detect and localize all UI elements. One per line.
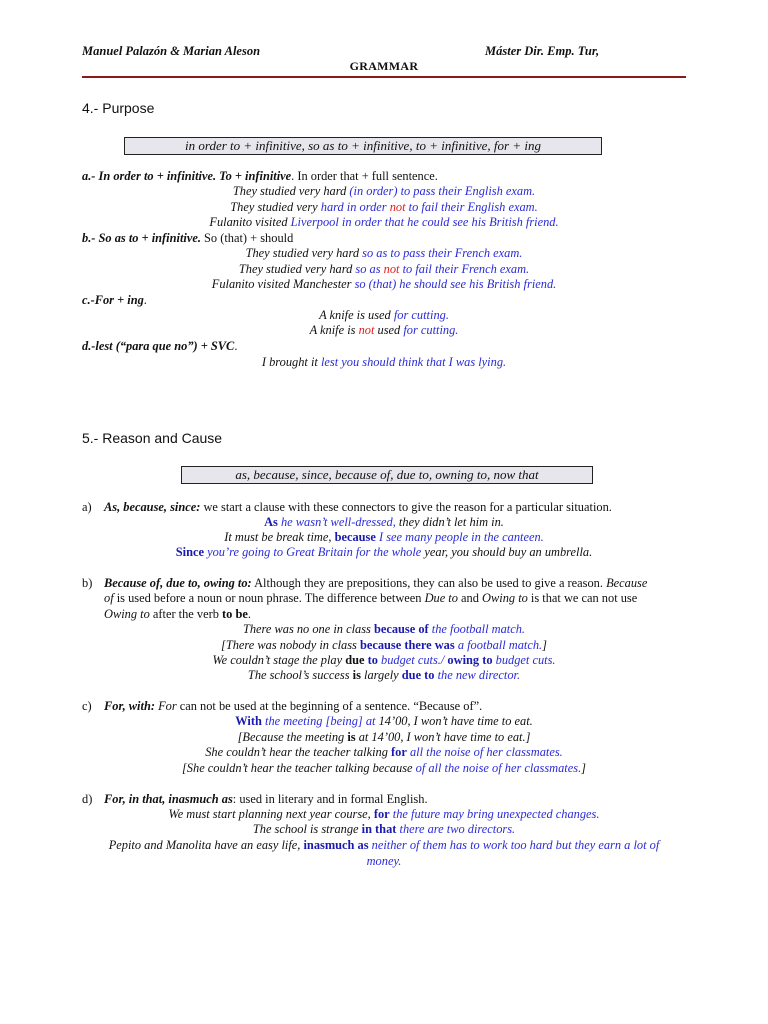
header-subject: GRAMMAR [349, 59, 419, 73]
reason-c-line: c) For, with: For can not be used at the beginning of a sentence. “Because of”. [82, 699, 483, 713]
reason-b-line-3: Owing to after the verb to be. [104, 607, 251, 621]
reason-b-example-3: We couldn’t stage the play due to budget cuts./ owing to budget cuts. [212, 653, 556, 667]
section-purpose-title: 4.- Purpose [82, 100, 155, 116]
reason-a-line: a) As, because, since: we start a clause with these connectors to give the reason for a particular situation. [82, 500, 612, 514]
purpose-d-line: d.-lest (“para que no”) + SVC. [82, 339, 238, 353]
reason-a-example-1: As he wasn’t well-dressed, they didn’t let him in. [264, 515, 504, 529]
reason-d-example-1: We must start planning next year course, for the future may bring unexpected changes. [168, 807, 600, 821]
purpose-summary-box: in order to + infinitive, so as to + infinitive, to + infinitive, for + ing [124, 137, 602, 155]
reason-c-example-2: [Because the meeting is at 14’00, I won’t have time to eat.] [237, 730, 531, 744]
purpose-example-2: They studied very hard in order not to fail their English exam. [230, 200, 538, 214]
header-authors: Manuel Palazón & Marian Aleson [82, 44, 261, 58]
reason-d-example-2: The school is strange in that there are two directors. [252, 822, 516, 836]
reason-d-example-3: Pepito and Manolita have an easy life, inasmuch as neither of them has to work too hard but they earn a lot of [108, 838, 660, 852]
header-course: Máster Dir. Emp. Tur, [485, 44, 600, 58]
reason-a-example-3: Since you’re going to Great Britain for the whole year, you should buy an umbrella. [175, 545, 593, 559]
purpose-example-8: A knife is not used for cutting. [309, 323, 459, 337]
reason-c-example-4: [She couldn’t hear the teacher talking because of all the noise of her classmates.] [181, 761, 586, 775]
purpose-example-7: A knife is used for cutting. [319, 308, 449, 322]
purpose-example-3: Fulanito visited Liverpool in order that he could see his British friend. [209, 215, 559, 229]
reason-b-example-1: There was no one in class because of the football match. [242, 622, 526, 636]
section-reason-title: 5.- Reason and Cause [82, 430, 223, 446]
purpose-b-line: b.- So as to + infinitive. So (that) + should [82, 231, 294, 245]
purpose-example-9: I brought it lest you should think that I was lying. [261, 355, 507, 369]
reason-a-example-2: It must be break time, because I see many people in the canteen. [224, 530, 544, 544]
header-rule [82, 76, 686, 78]
reason-b-example-4: The school’s success is largely due to the new director. [247, 668, 521, 682]
purpose-example-1: They studied very hard (in order) to pass their English exam. [232, 184, 536, 198]
reason-b-line-2: of is used before a noun or noun phrase. The difference between Due to and Owing to is that we can not use [104, 591, 638, 605]
reason-b-example-2: [There was nobody in class because there was a football match.] [221, 638, 547, 652]
purpose-a-line: a.- In order to + infinitive. To + infinitive. In order that + full sentence. [82, 169, 438, 183]
purpose-c-line: c.-For + ing. [82, 293, 147, 307]
reason-b-line-1: b) Because of, due to, owing to: Although they are prepositions, they can also be used to give a reason. Because [82, 576, 648, 590]
reason-c-example-1: With the meeting [being] at 14’00, I won’t have time to eat. [235, 714, 533, 728]
reason-c-example-3: She couldn’t hear the teacher talking for all the noise of her classmates. [205, 745, 563, 759]
reason-d-example-3-cont: money. [366, 854, 402, 868]
purpose-example-5: They studied very hard so as not to fail their French exam. [238, 262, 530, 276]
reason-d-line: d) For, in that, inasmuch as: used in literary and in formal English. [82, 792, 428, 806]
purpose-example-6: Fulanito visited Manchester so (that) he should see his British friend. [211, 277, 557, 291]
purpose-example-4: They studied very hard so as to pass their French exam. [245, 246, 523, 260]
reason-summary-box: as, because, since, because of, due to, owning to, now that [181, 466, 593, 484]
